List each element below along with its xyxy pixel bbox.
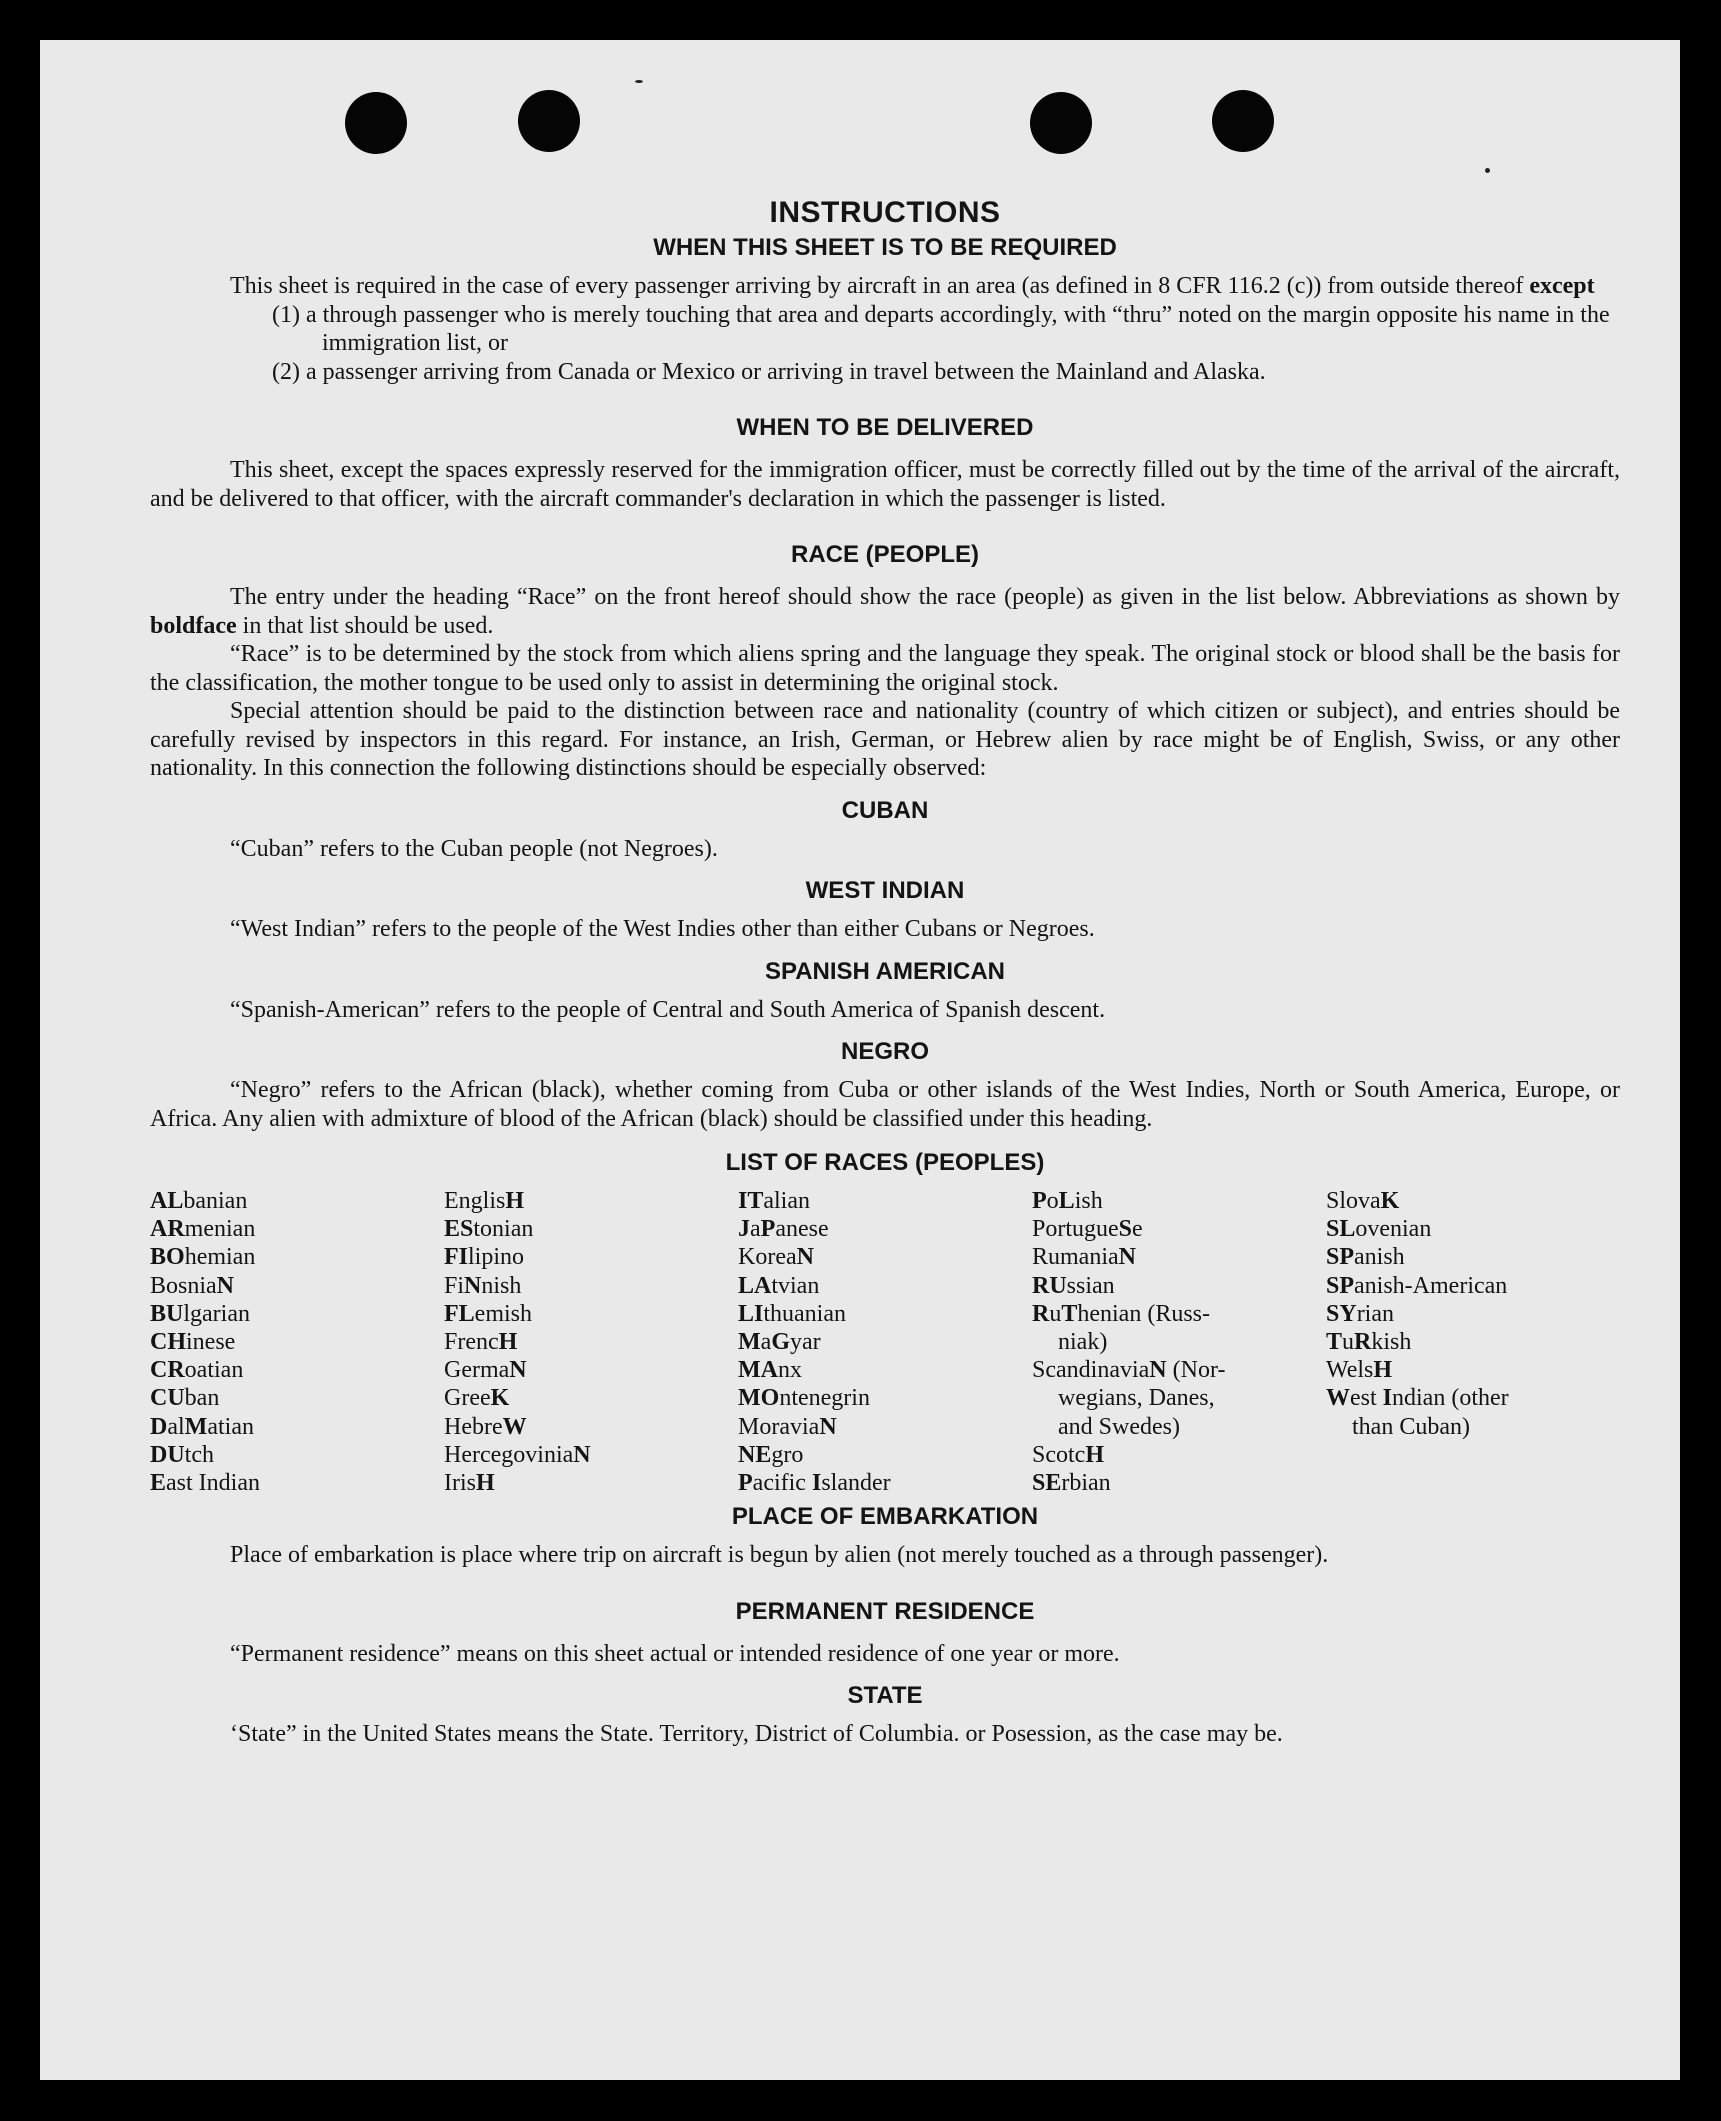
- race-entry: TuRkish: [1326, 1329, 1412, 1356]
- race-column: [1326, 1187, 1620, 1497]
- race-entry: East Indian: [150, 1470, 260, 1497]
- paragraph: ‘State” in the United States means the State. Territory, District of Columbia. or Posession, as the case may be.: [230, 1721, 1283, 1748]
- race-entry: ARmenian: [150, 1216, 256, 1243]
- race-entry: FrencH: [444, 1329, 518, 1356]
- paragraph: “Race” is to be determined by the stock from which aliens spring and the language they speak. The original stock or blood shall be the basis for the classification, the mother tongue to be used only to assist in determining the original stock.: [150, 641, 1620, 696]
- section-heading: RACE (PEOPLE): [790, 541, 979, 568]
- race-entry: SLovenian: [1326, 1216, 1432, 1243]
- race-entry: SErbian: [1032, 1470, 1111, 1497]
- race-entry: LAtvian: [738, 1272, 820, 1299]
- race-entry: niak): [1058, 1329, 1108, 1356]
- race-entry: WelsH: [1326, 1357, 1393, 1384]
- race-entry: BosniaN: [150, 1272, 235, 1299]
- race-entry: GreeK: [444, 1385, 510, 1412]
- race-entry: PortugueSe: [1032, 1216, 1143, 1243]
- race-entry: FIlipino: [444, 1244, 525, 1271]
- race-entry: MaGyar: [738, 1329, 821, 1356]
- paragraph: “Cuban” refers to the Cuban people (not Negroes).: [230, 835, 718, 862]
- paragraph: Place of embarkation is place where trip on aircraft is begun by alien (not merely touched as a through passenger).: [230, 1542, 1329, 1569]
- document-page: [40, 40, 1680, 2080]
- race-entry: ScotcH: [1032, 1441, 1104, 1468]
- race-entry: CUban: [150, 1385, 220, 1412]
- speck: [635, 80, 643, 83]
- punch-hole: [518, 90, 580, 152]
- race-entry: Pacific Islander: [738, 1470, 891, 1497]
- race-entry: EnglisH: [444, 1188, 525, 1214]
- race-entry: MOntenegrin: [738, 1385, 870, 1412]
- page-title: INSTRUCTIONS: [769, 196, 1001, 229]
- race-entry: RumaniaN: [1032, 1244, 1136, 1271]
- race-entry: DalMatian: [150, 1413, 254, 1440]
- paragraph: This sheet, except the spaces expressly reserved for the immigration officer, must be correctly filled out by the time of the arrival of the aircraft, and be delivered to that officer, with the aircraft commander's declaration in which the passenger is listed.: [150, 457, 1620, 512]
- race-entry: SPanish: [1326, 1244, 1405, 1271]
- race-entry: CHinese: [150, 1329, 236, 1356]
- section-heading: PLACE OF EMBARKATION: [731, 1503, 1039, 1531]
- race-entry: BOhemian: [150, 1244, 256, 1271]
- race-entry: PoLish: [1032, 1188, 1103, 1214]
- race-entry: EStonian: [444, 1216, 534, 1243]
- race-entry: MAnx: [738, 1357, 802, 1384]
- paragraph: “Permanent residence” means on this sheet actual or intended residence of one year or more.: [230, 1640, 1120, 1667]
- section-heading: WHEN TO BE DELIVERED: [736, 414, 1034, 441]
- list-item: (1) a through passenger who is merely touching that area and departs accordingly, with “thru” noted on the margin opposite his name in the immigration list, or: [272, 301, 1610, 356]
- race-column: [444, 1187, 738, 1497]
- race-entry: KoreaN: [738, 1244, 814, 1271]
- section-heading: CUBAN: [841, 796, 929, 824]
- punch-hole: [1030, 92, 1092, 154]
- section-heading: SPANISH AMERICAN: [764, 957, 1005, 985]
- race-entry: FiNnish: [444, 1272, 522, 1299]
- race-entry: West Indian (other: [1326, 1385, 1509, 1412]
- paragraph: This sheet is required in the case of every passenger arriving by aircraft in an area (as defined in 8 CFR 116.2 (c)) from outside thereof except: [230, 273, 1595, 299]
- race-entry: FLemish: [444, 1300, 532, 1327]
- race-list: [150, 1187, 1620, 1497]
- race-entry: JaPanese: [738, 1216, 829, 1243]
- race-entry: RUssian: [1032, 1272, 1115, 1299]
- race-entry: ALbanian: [150, 1188, 248, 1214]
- race-entry: ITalian: [738, 1188, 810, 1214]
- race-entry: HebreW: [444, 1413, 527, 1440]
- race-entry: DUtch: [150, 1441, 214, 1468]
- race-entry: NEgro: [738, 1441, 804, 1468]
- section-heading: NEGRO: [840, 1038, 929, 1065]
- paragraph: The entry under the heading “Race” on the front hereof should show the race (people) as given in the list below. Abbreviations as shown by boldface in that list should be used.: [150, 584, 1620, 639]
- race-entry: LIthuanian: [738, 1300, 846, 1327]
- list-item: (2) a passenger arriving from Canada or Mexico or arriving in travel between the Mainland and Alaska.: [272, 358, 1266, 385]
- section-heading: WHEN THIS SHEET IS TO BE REQUIRED: [653, 234, 1117, 261]
- race-entry: IrisH: [444, 1470, 495, 1497]
- paragraph: Special attention should be paid to the distinction between race and nationality (country of which citizen or subject), and entries should be carefully revised by inspectors in this regard. For instance, an Irish, German, or Hebrew alien by race might be of English, Swiss, or any other nationality. In this connection the following distinctions should be especially observed:: [150, 698, 1620, 781]
- punch-hole: [345, 92, 407, 154]
- race-column: [1032, 1187, 1326, 1497]
- race-entry: ScandinaviaN (Nor-: [1032, 1357, 1226, 1384]
- race-entry: wegians, Danes,: [1058, 1385, 1215, 1412]
- race-column: [150, 1187, 444, 1497]
- race-column: [738, 1187, 1032, 1497]
- race-entry: MoraviaN: [738, 1413, 837, 1440]
- race-entry: GermaN: [444, 1357, 527, 1384]
- race-entry: SYrian: [1326, 1300, 1394, 1327]
- paragraph: “West Indian” refers to the people of the West Indies other than either Cubans or Negroes.: [230, 916, 1095, 942]
- race-entry: and Swedes): [1058, 1413, 1180, 1440]
- section-heading: WEST INDIAN: [805, 877, 965, 904]
- instructions-content: [150, 160, 1620, 1749]
- race-entry: RuThenian (Russ-: [1032, 1300, 1211, 1327]
- race-entry: SPanish-American: [1326, 1272, 1508, 1299]
- race-entry: CRoatian: [150, 1357, 244, 1384]
- paragraph: “Negro” refers to the African (black), whether coming from Cuba or other islands of the West Indies, North or South America, Europe, or Africa. Any alien with admixture of blood of the African (black) should be classified under this heading.: [150, 1077, 1620, 1132]
- section-heading: STATE: [847, 1682, 923, 1710]
- section-heading: LIST OF RACES (PEOPLES): [725, 1149, 1045, 1176]
- race-entry: SlovaK: [1326, 1188, 1400, 1214]
- race-entry: BUlgarian: [150, 1300, 250, 1327]
- punch-hole: [1212, 90, 1274, 152]
- paragraph: “Spanish-American” refers to the people of Central and South America of Spanish descent.: [230, 996, 1106, 1023]
- race-entry: than Cuban): [1352, 1413, 1470, 1440]
- race-entry: HercegoviniaN: [444, 1441, 591, 1468]
- section-heading: PERMANENT RESIDENCE: [735, 1597, 1035, 1625]
